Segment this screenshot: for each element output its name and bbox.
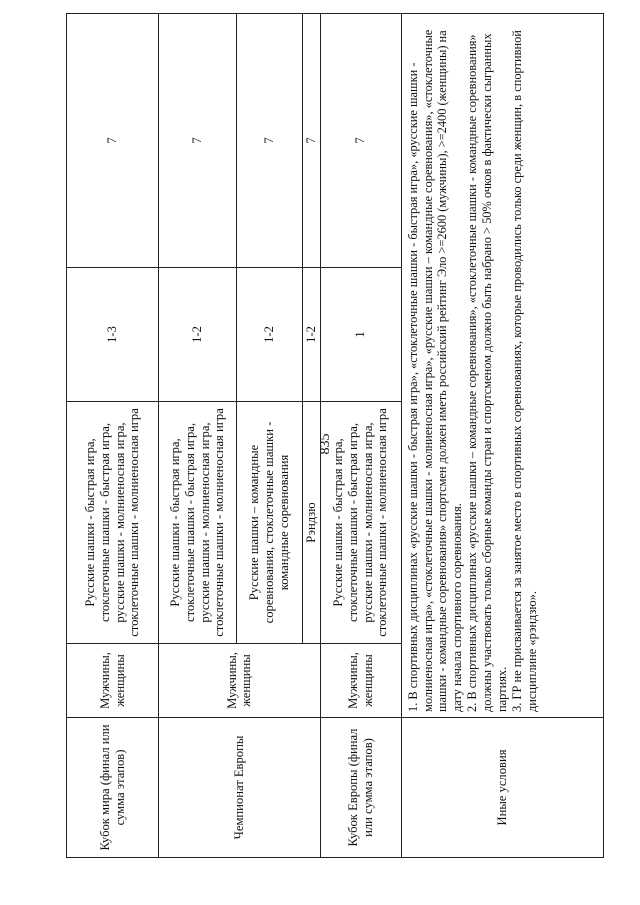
discipline-cell: Русские шашки - быстрая игра, стоклеточные шашки - быстрая игра, русские шашки - молниеносная игра, стоклеточные шашки - молниеносная игра xyxy=(67,402,159,644)
value-cell: 7 xyxy=(303,14,321,268)
gender-cell: Мужчины, женщины xyxy=(320,644,401,718)
discipline-cell: Русские шашки – командные соревнования, стоклеточные шашки - командные соревнования xyxy=(237,402,303,644)
table-row xyxy=(401,14,603,858)
condition-item: 2. В спортивных дисциплинах «русские шашки – командные соревнования», «стоклеточные шашки - командные соревнования» должны участвовать только сборные команды стран и спортсменом должно быть набрано > 50% очков в фактически сыгранных партиях. xyxy=(465,33,509,712)
discipline-cell: Рэндзю xyxy=(303,402,321,644)
table-row xyxy=(159,14,237,858)
competition-cell: Кубок мира (финал или сумма этапов) xyxy=(67,718,159,858)
other-conditions-text xyxy=(401,14,603,718)
places-cell: 1-2 xyxy=(237,268,303,402)
ranking-table xyxy=(66,13,604,858)
table-row xyxy=(67,14,159,858)
gender-cell: Мужчины, женщины xyxy=(159,644,321,718)
rotated-table-wrapper xyxy=(66,14,602,858)
value-cell: 7 xyxy=(67,14,159,268)
competition-cell: Кубок Европы (финал или сумма этапов) xyxy=(320,718,401,858)
gender-cell: Мужчины, женщины xyxy=(67,644,159,718)
places-cell: 1-2 xyxy=(159,268,237,402)
places-cell: 1 xyxy=(320,268,401,402)
competition-cell: Чемпионат Европы xyxy=(159,718,321,858)
discipline-cell: Русские шашки - быстрая игра, стоклеточные шашки - быстрая игра, русские шашки - молниеносная игра, стоклеточные шашки - молниеносная игра xyxy=(159,402,237,644)
value-cell: 7 xyxy=(159,14,237,268)
value-cell: 7 xyxy=(237,14,303,268)
other-conditions-label: Иные условия xyxy=(401,718,603,858)
places-cell: 1-2 xyxy=(303,268,321,402)
places-cell: 1-3 xyxy=(67,268,159,402)
condition-item: 1. В спортивных дисциплинах «русские шашки - быстрая игра», «стоклеточные шашки - быстрая игра», «русские шашки - молниеносная игра», «стоклеточные шашки - молниеносная игра», «русские шашки – командные соревнования», «стоклеточные шашки - командные соревнования» спортсмен должен иметь российский рейтинг Эло >=2600 (мужчины), >=2400 (женщины) на дату начала спортивного соревнования. xyxy=(405,29,465,712)
page-number: 835 xyxy=(318,433,333,455)
discipline-cell: Русские шашки - быстрая игра, стоклеточные шашки - быстрая игра, русские шашки - молниеносная игра, стоклеточные шашки - молниеносная игра xyxy=(320,402,401,644)
condition-item: 3. ГР не присваивается за занятое место в спортивных соревнованиях, которые проводились только среди женщин, в спортивной дисциплине «рэндзю». xyxy=(509,30,539,712)
table-row xyxy=(320,14,401,858)
value-cell: 7 xyxy=(320,14,401,268)
